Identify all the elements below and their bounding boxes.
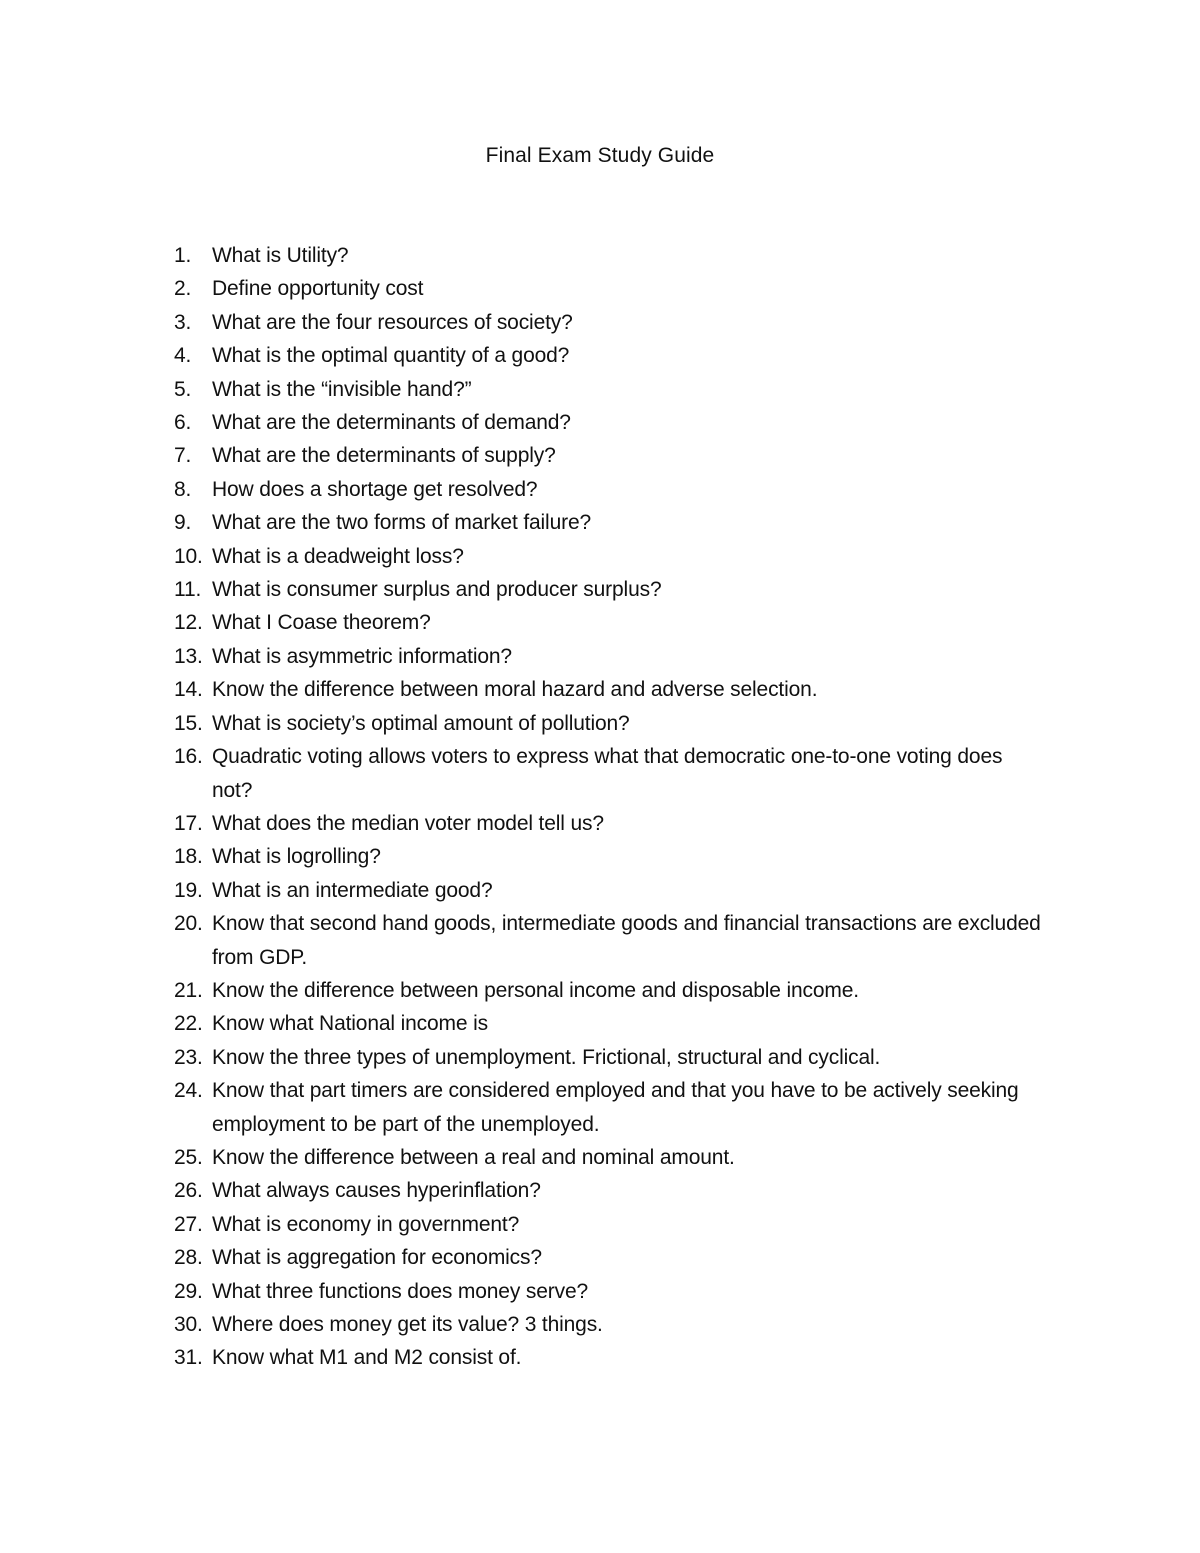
- question-list: [0, 239, 1200, 1375]
- item-text: What is asymmetric information?: [212, 644, 512, 668]
- item-number: 17.: [174, 811, 203, 835]
- page-title: Final Exam Study Guide: [485, 144, 715, 167]
- list-item: [0, 707, 1042, 740]
- item-text: What is society’s optimal amount of pollution?: [212, 711, 630, 735]
- item-text: What always causes hyperinflation?: [212, 1179, 541, 1203]
- item-number: 29.: [174, 1279, 203, 1303]
- item-text: What are the determinants of demand?: [212, 411, 571, 435]
- list-item: [0, 1241, 1042, 1274]
- item-number: 20.: [174, 912, 203, 936]
- list-item: [0, 1341, 1042, 1374]
- list-item: [0, 540, 1042, 573]
- list-item: [0, 874, 1042, 907]
- item-number: 7.: [174, 444, 192, 468]
- item-number: 31.: [174, 1346, 203, 1370]
- item-text: Know that second hand goods, intermediate goods and financial transactions are excluded from GDP.: [212, 912, 1041, 969]
- list-item: [0, 573, 1042, 606]
- list-item: [0, 1041, 1042, 1074]
- item-number: 28.: [174, 1246, 203, 1270]
- item-number: 6.: [174, 411, 192, 435]
- item-number: 5.: [174, 377, 192, 401]
- list-item: [0, 506, 1042, 539]
- item-number: 22.: [174, 1012, 203, 1036]
- item-text: What is an intermediate good?: [212, 878, 493, 902]
- list-item: [0, 1174, 1042, 1207]
- item-text: What is Utility?: [212, 244, 349, 267]
- list-item: [0, 640, 1042, 673]
- item-number: 10.: [174, 544, 203, 568]
- item-text: What three functions does money serve?: [212, 1279, 589, 1303]
- item-number: 24.: [174, 1079, 203, 1103]
- item-text: What is the optimal quantity of a good?: [212, 344, 570, 368]
- list-item: [0, 1208, 1042, 1241]
- item-number: 23.: [174, 1045, 203, 1069]
- item-number: 11.: [174, 578, 202, 602]
- item-text: What are the four resources of society?: [212, 310, 573, 334]
- list-item: [0, 239, 1042, 272]
- item-text: Define opportunity cost: [212, 277, 424, 301]
- item-number: 27.: [174, 1212, 203, 1236]
- item-text: What is economy in government?: [212, 1212, 520, 1236]
- item-number: 12.: [174, 611, 203, 635]
- list-item: [0, 1308, 1042, 1341]
- list-item: [0, 974, 1042, 1007]
- item-text: What does the median voter model tell us?: [212, 811, 604, 835]
- item-number: 1.: [174, 244, 192, 267]
- item-number: 2.: [174, 277, 192, 301]
- list-item: [0, 1141, 1042, 1174]
- list-item: [0, 1007, 1042, 1040]
- item-text: What are the two forms of market failure?: [212, 511, 591, 535]
- item-text: What is aggregation for economics?: [212, 1246, 542, 1270]
- item-text: Know the difference between personal income and disposable income.: [212, 978, 859, 1002]
- item-text: What I Coase theorem?: [212, 611, 431, 635]
- item-number: 13.: [174, 644, 203, 668]
- item-text: Where does money get its value? 3 things.: [212, 1313, 603, 1336]
- item-text: Know what M1 and M2 consist of.: [212, 1346, 522, 1370]
- item-number: 18.: [174, 845, 203, 869]
- item-text: Know what National income is: [212, 1012, 488, 1036]
- list-item: [0, 339, 1042, 372]
- item-number: 8.: [174, 477, 192, 501]
- list-item: [0, 907, 1042, 974]
- item-number: 26.: [174, 1179, 203, 1203]
- item-number: 21.: [174, 978, 203, 1002]
- list-item: [0, 1275, 1042, 1308]
- item-text: Know the three types of unemployment. Frictional, structural and cyclical.: [212, 1045, 881, 1069]
- item-number: 9.: [174, 511, 192, 535]
- list-item: [0, 673, 1042, 706]
- list-item: [0, 439, 1042, 472]
- list-item: [0, 807, 1042, 840]
- item-number: 16.: [174, 745, 203, 769]
- list-item: [0, 473, 1042, 506]
- item-text: What is consumer surplus and producer surplus?: [212, 578, 662, 602]
- list-item: [0, 272, 1042, 305]
- item-text: What is a deadweight loss?: [212, 544, 464, 568]
- list-item: [0, 306, 1042, 339]
- item-number: 3.: [174, 310, 192, 334]
- item-text: How does a shortage get resolved?: [212, 477, 538, 501]
- item-text: What is the “invisible hand?”: [212, 377, 472, 401]
- item-text: Know the difference between moral hazard and adverse selection.: [212, 678, 818, 702]
- item-number: 30.: [174, 1313, 203, 1336]
- list-item: [0, 1074, 1042, 1141]
- list-item: [0, 373, 1042, 406]
- item-number: 15.: [174, 711, 203, 735]
- item-text: What are the determinants of supply?: [212, 444, 556, 468]
- item-text: Know that part timers are considered employed and that you have to be actively seeking employment to be part of the unemployed.: [212, 1079, 1019, 1136]
- list-item: [0, 606, 1042, 639]
- item-number: 25.: [174, 1145, 203, 1169]
- item-number: 4.: [174, 344, 192, 368]
- item-number: 14.: [174, 678, 203, 702]
- list-item: [0, 406, 1042, 439]
- list-item: [0, 840, 1042, 873]
- item-number: 19.: [174, 878, 203, 902]
- list-item: [0, 740, 1042, 807]
- item-text: Quadratic voting allows voters to express what that democratic one-to-one voting does not?: [212, 745, 1003, 802]
- item-text: Know the difference between a real and nominal amount.: [212, 1145, 735, 1169]
- item-text: What is logrolling?: [212, 845, 381, 869]
